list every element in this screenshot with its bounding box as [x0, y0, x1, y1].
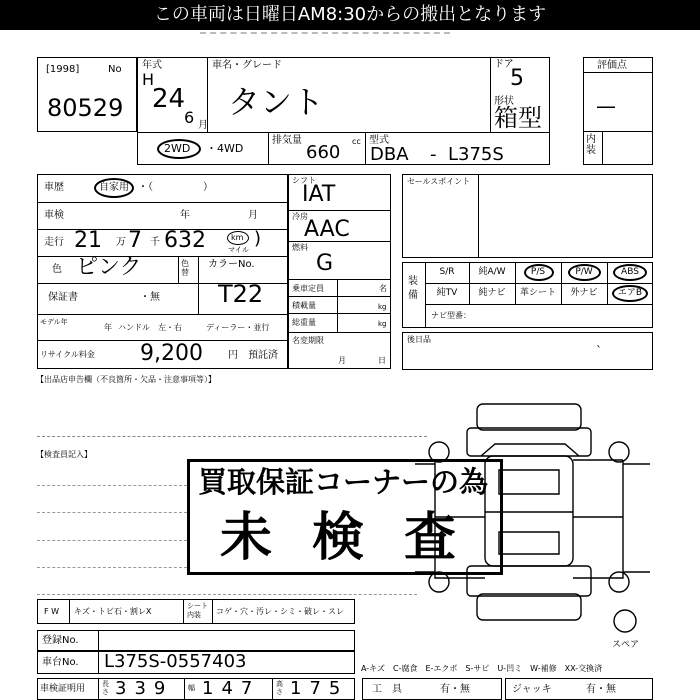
reg-change-day: 日 — [378, 356, 386, 365]
handle-option: ハンドル 左・右 — [118, 323, 182, 332]
width-value: 147 — [202, 678, 261, 699]
faint-header — [200, 32, 450, 40]
mileage-unit2: マイル — [228, 246, 249, 254]
history-selected: 自家用 — [99, 182, 129, 193]
shift-label: シフト — [292, 176, 316, 185]
interior-label: 内装 — [586, 134, 596, 156]
total-label: 総重量 — [292, 318, 316, 327]
four-wd-option: ・4WD — [206, 142, 244, 155]
model-prefix: DBA — [370, 144, 409, 165]
sales-point-box — [402, 174, 653, 258]
chassis-label: 車台No. — [42, 657, 79, 668]
legend-text: A-キズ C-腐食 E-エクボ S-サビ U-凹ミ W-補修 XX-交換済 — [361, 664, 603, 673]
passengers-unit: 名 — [379, 284, 387, 293]
height-label: 高さ — [276, 680, 283, 696]
color-value: ピンク — [76, 255, 142, 280]
registration-row — [37, 630, 355, 651]
equip-tv: 純TV — [436, 288, 458, 298]
equip-sr: S/R — [439, 267, 455, 277]
length-label: 長さ — [102, 680, 109, 696]
displacement-label: 排気量 — [272, 135, 302, 146]
equip-airbag: エアB — [617, 288, 643, 298]
ac-label: 冷房 — [292, 212, 308, 221]
ac-value: AAC — [304, 217, 350, 242]
fw-text: キズ・トビ石・割レX — [74, 607, 152, 616]
tools-label: 工 具 — [372, 684, 402, 695]
banner-text: この車両は日曜日AM8:30からの搬出となります — [153, 4, 547, 25]
mileage-label: 走行 — [44, 237, 64, 248]
color-code-value: T22 — [218, 280, 264, 308]
registration-label: 登録No. — [42, 635, 79, 646]
model-year-year: 年 — [104, 323, 112, 332]
width-label: 幅 — [188, 684, 195, 692]
model-label: 型式 — [369, 135, 389, 146]
jack-label: ジャッキ — [512, 684, 552, 695]
rating-value: — — [596, 94, 616, 118]
warranty-label: 保証書 — [48, 292, 78, 303]
exhibitor-label: 【出品店申告欄（不良箇所・欠品・注意事項等）】 — [36, 375, 216, 384]
inspection-label: 車検 — [44, 210, 64, 221]
equip-navi: 純ナビ — [478, 288, 506, 298]
reg-change-month: 月 — [338, 356, 346, 365]
notes-box — [402, 332, 653, 370]
inspector-label: 【検査員記入】 — [36, 450, 92, 459]
stock-number: 80529 — [47, 94, 124, 122]
dealer-option: ディーラー・並行 — [206, 323, 270, 332]
load-unit: kg — [378, 303, 387, 311]
shape-label: 形状 — [494, 96, 514, 107]
model-code: L375S — [448, 144, 504, 165]
no-label: No — [108, 64, 122, 75]
fw-label: F W — [44, 607, 60, 616]
mileage-rest: 632 — [164, 228, 206, 253]
color-label: 色 — [52, 264, 62, 275]
shape-value: 箱型 — [494, 104, 542, 132]
jack-value: 有・無 — [586, 684, 616, 695]
mileage-hw-mark: ) — [254, 228, 262, 249]
equip-aftermarket-navi: 外ナビ — [570, 288, 598, 298]
color-code-label: カラーNo. — [208, 259, 255, 270]
recycle-unit: 円 — [228, 350, 238, 361]
mileage-man: 21 — [74, 228, 102, 253]
recycle-status: 預託済 — [248, 350, 278, 361]
warranty-value: ・無 — [140, 292, 160, 303]
fuel-label: 燃料 — [292, 243, 308, 252]
stamp-line2: 未検査 — [220, 508, 497, 568]
car-name-label: 車名・グレード — [212, 60, 282, 71]
history-rest: ・（ ） — [138, 182, 213, 193]
tag-bracket: [1998] — [46, 64, 80, 75]
door-label: ドア — [494, 59, 514, 70]
seat-text: コゲ・穴・汚レ・シミ・破レ・スレ — [216, 607, 344, 616]
navi-model-label: ナビ型番： — [431, 311, 471, 320]
spare-label: スペア — [612, 640, 640, 650]
mileage-unit: km — [231, 233, 244, 242]
recycle-value: 9,200 — [140, 341, 203, 366]
year-era: H — [142, 70, 155, 89]
load-label: 積載量 — [292, 301, 316, 310]
car-diagram — [415, 392, 655, 642]
model-dash: - — [430, 144, 437, 165]
year-label: 年式 — [142, 60, 162, 71]
equip-leather-seat: 革シート — [519, 288, 556, 298]
equip-power-steering: P/S — [530, 267, 546, 277]
inspection-month: 月 — [248, 210, 258, 221]
reg-change-label: 名変期限 — [292, 336, 324, 345]
notes-mark: ˋ — [596, 344, 602, 358]
mileage-sen-unit: 千 — [150, 237, 160, 248]
equipment-label: 装備 — [408, 276, 418, 301]
certificate-label: 車検証明用 — [40, 684, 86, 694]
color-change-label: 色替 — [181, 259, 189, 277]
year-value: 24 — [152, 84, 186, 114]
mileage-man-unit: 万 — [116, 237, 126, 248]
inspection-year: 年 — [180, 210, 190, 221]
fuel-value: G — [316, 251, 334, 276]
notes-label: 後日品 — [407, 335, 431, 344]
equip-power-window: P/W — [575, 267, 593, 277]
tools-value: 有・無 — [440, 684, 470, 695]
seat-label: シート内装 — [187, 602, 208, 619]
height-value: 175 — [290, 678, 349, 699]
door-value: 5 — [510, 66, 524, 91]
exhibitor-area — [37, 386, 427, 437]
mileage-sen: 7 — [128, 228, 142, 253]
equip-alloy-wheel: 純A/W — [478, 267, 506, 277]
history-label: 車歴 — [44, 182, 64, 193]
rating-label: 評価点 — [597, 60, 627, 71]
month-value: 6 — [184, 108, 195, 127]
passengers-label: 乗車定員 — [292, 284, 324, 293]
model-year-label: モデル年 — [40, 318, 68, 326]
chassis-value: L375S-0557403 — [104, 651, 247, 672]
shift-value: IAT — [302, 182, 336, 207]
car-name-value: タント — [228, 83, 325, 121]
displacement-value: 660 — [306, 142, 341, 163]
length-value: 339 — [115, 678, 174, 699]
sales-point-label: セールスポイント — [407, 177, 471, 186]
total-unit: kg — [378, 320, 387, 328]
stamp-line1: 買取保証コーナーの為 — [198, 465, 489, 499]
month-label: 月 — [198, 120, 208, 131]
two-wd-option: 2WD — [164, 142, 191, 155]
displacement-unit: cc — [352, 137, 361, 146]
recycle-label: リサイクル料金 — [40, 350, 95, 359]
equip-abs: ABS — [621, 267, 639, 277]
